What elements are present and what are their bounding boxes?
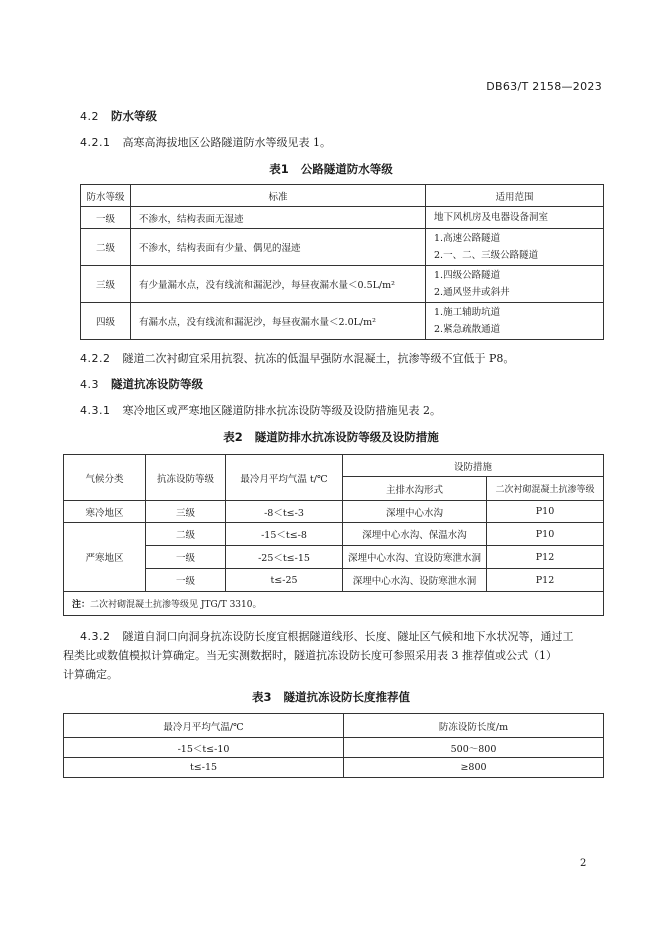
drain-cell: 深埋中心水沟	[343, 501, 487, 523]
table2-caption	[0, 429, 662, 445]
table-header-row	[64, 714, 604, 738]
clause-number: 4.2.1	[80, 136, 111, 149]
table-row	[64, 523, 604, 546]
table-number: 表3	[251, 690, 272, 704]
scope-line: 地下风机房及电器设备洞室	[434, 212, 549, 223]
table3-caption	[0, 689, 662, 705]
drain-cell: 深埋中心水沟、设防寒泄水洞	[343, 569, 487, 592]
clause-number: 4.3.2	[80, 630, 111, 643]
table-number: 表1	[269, 162, 289, 176]
table-note	[64, 592, 604, 616]
note-text: 二次衬砌混凝土抗渗等级见 JTG/T 3310。	[90, 600, 262, 610]
clause-4-3-1	[80, 401, 441, 420]
grade-cell: 二级	[146, 523, 226, 546]
clause-line	[80, 627, 605, 646]
clause-4-2-1	[80, 133, 331, 152]
scope-cell	[426, 266, 604, 303]
scope-cell	[426, 229, 604, 266]
clause-text: 隧道二次衬砌宜采用抗裂、抗冻的低温早强防水混凝土，抗渗等级不宜低于 P8。	[122, 352, 515, 365]
doc-code: DB63/T 2158—2023	[486, 80, 602, 93]
length-cell: ≥800	[344, 758, 604, 778]
standard-cell: 有漏水点，没有线流和漏泥沙，每昼夜漏水量＜2.0L/m²	[131, 303, 426, 340]
scope-line: 2.一、二、三级公路隧道	[434, 250, 539, 261]
clause-text: 寒冷地区或严寒地区隧道防排水抗冻设防等级及设防措施见表 2。	[122, 404, 441, 417]
table-row	[81, 207, 604, 229]
note-label: 注：	[72, 600, 91, 610]
header-cell: 气候分类	[64, 455, 146, 501]
standard-cell: 不渗水，结构表面有少量、偶见的湿迹	[131, 229, 426, 266]
temp-cell: -8＜t≤-3	[226, 501, 343, 523]
temp-cell: t≤-15	[64, 758, 344, 778]
temp-cell: -15＜t≤-10	[64, 738, 344, 758]
section-title: 隧道抗冻设防等级	[111, 377, 203, 391]
grade-cell: 二级	[81, 229, 131, 266]
section-title: 防水等级	[111, 109, 157, 123]
table-note-row	[64, 592, 604, 616]
table-row	[64, 758, 604, 778]
temp-cell: -25＜t≤-15	[226, 546, 343, 569]
grade-cell: 一级	[146, 546, 226, 569]
grade-cell: 一级	[81, 207, 131, 229]
header-cell: 主排水沟形式	[343, 477, 487, 501]
section-heading-4-3	[80, 376, 203, 392]
header-cell: 最冷月平均气温/℃	[64, 714, 344, 738]
clause-text: 隧道自洞口向洞身抗冻设防长度宜根据隧道线形、长度、隧址区气候和地下水状况等，通过工	[122, 630, 574, 643]
scope-cell	[426, 303, 604, 340]
section-number: 4.2	[80, 110, 99, 123]
table-header-row	[64, 455, 604, 477]
table-number: 表2	[223, 430, 243, 444]
concrete-cell: P12	[487, 546, 604, 569]
table-row	[64, 501, 604, 523]
standard-cell: 不渗水，结构表面无湿迹	[131, 207, 426, 229]
header-cell: 最冷月平均气温 t/℃	[226, 455, 343, 501]
section-number: 4.3	[80, 378, 99, 391]
table1-caption	[0, 161, 662, 177]
drain-cell: 深埋中心水沟、宜设防寒泄水洞	[343, 546, 487, 569]
table-row	[81, 266, 604, 303]
length-cell: 500～800	[344, 738, 604, 758]
clause-4-2-2	[80, 349, 514, 368]
header-cell: 防冻设防长度/m	[344, 714, 604, 738]
page-number: 2	[580, 858, 587, 869]
table-title: 隧道防排水抗冻设防等级及设防措施	[254, 430, 439, 444]
header-cell: 防水等级	[81, 185, 131, 207]
scope-line: 1.四级公路隧道	[434, 270, 501, 281]
clause-number: 4.3.1	[80, 404, 111, 417]
scope-line: 2.通风竖井或斜井	[434, 287, 510, 298]
concrete-cell: P10	[487, 523, 604, 546]
header-cell: 标准	[131, 185, 426, 207]
scope-cell	[426, 207, 604, 229]
concrete-cell: P12	[487, 569, 604, 592]
table-row	[64, 738, 604, 758]
table-header-row	[81, 185, 604, 207]
table-title: 公路隧道防水等级	[300, 162, 393, 176]
table-title: 隧道抗冻设防长度推荐值	[283, 690, 410, 704]
header-cell: 设防措施	[343, 455, 604, 477]
grade-cell: 三级	[146, 501, 226, 523]
table3-protection-length	[63, 713, 604, 778]
drain-cell: 深埋中心水沟、保温水沟	[343, 523, 487, 546]
clause-text: 高寒高海拔地区公路隧道防水等级见表 1。	[122, 136, 331, 149]
climate-cell: 寒冷地区	[64, 501, 146, 523]
clause-4-3-2	[80, 627, 605, 646]
header-cell: 二次衬砌混凝土抗渗等级	[487, 477, 604, 501]
grade-cell: 四级	[81, 303, 131, 340]
scope-line: 2.紧急疏散通道	[434, 324, 501, 335]
scope-line: 1.高速公路隧道	[434, 233, 501, 244]
table1-waterproof-grades	[80, 184, 604, 340]
climate-cell: 严寒地区	[64, 523, 146, 592]
grade-cell: 三级	[81, 266, 131, 303]
temp-cell: t≤-25	[226, 569, 343, 592]
table-row	[81, 229, 604, 266]
clause-number: 4.2.2	[80, 352, 111, 365]
concrete-cell: P10	[487, 501, 604, 523]
section-heading-4-2	[80, 108, 157, 124]
clause-line: 程类比或数值模拟计算确定。当无实测数据时，隧道抗冻设防长度可参照采用表 3 推荐值或公式（1）	[63, 649, 557, 662]
grade-cell: 一级	[146, 569, 226, 592]
temp-cell: -15＜t≤-8	[226, 523, 343, 546]
header-cell: 抗冻设防等级	[146, 455, 226, 501]
scope-line: 1.施工辅助坑道	[434, 307, 501, 318]
clause-line: 计算确定。	[63, 668, 118, 681]
table-row	[81, 303, 604, 340]
standard-cell: 有少量漏水点，没有线流和漏泥沙，每昼夜漏水量＜0.5L/m²	[131, 266, 426, 303]
table2-frost-protection	[63, 454, 604, 616]
header-cell: 适用范围	[426, 185, 604, 207]
